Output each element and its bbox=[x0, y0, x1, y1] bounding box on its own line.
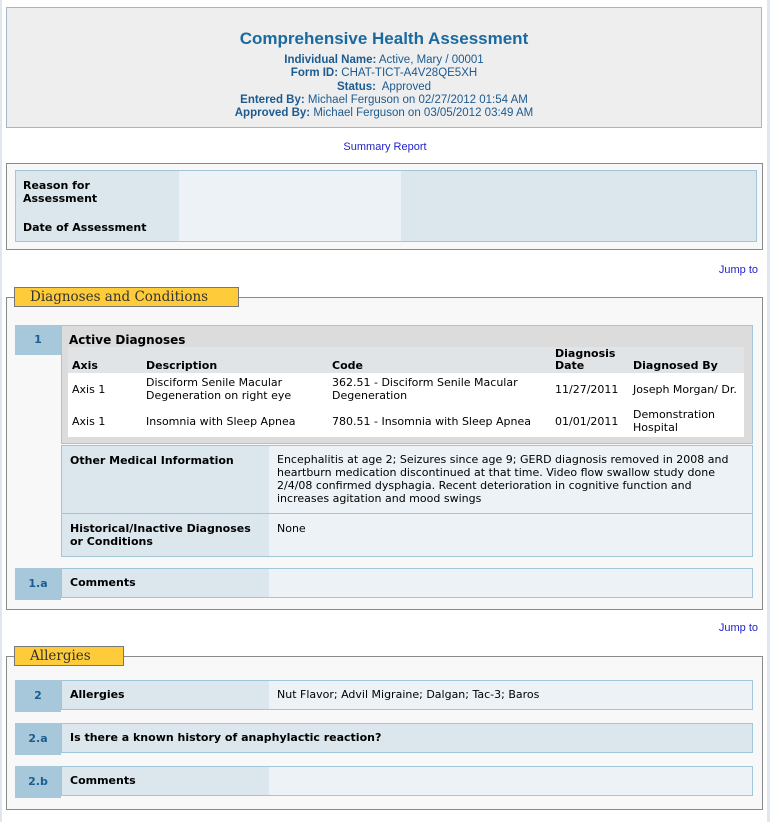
date-value bbox=[401, 171, 756, 241]
approved-by: Approved By: Michael Ferguson on 03/05/2012 03:49 AM bbox=[234, 107, 534, 120]
date-label: Date of Assessment bbox=[23, 221, 147, 234]
anaphylactic-history-row: Is there a known history of anaphylactic reaction? bbox=[61, 723, 753, 753]
form-header bbox=[6, 7, 762, 128]
individual-name: Individual Name: Active, Mary / 00001 bbox=[284, 54, 484, 66]
column-header: Axis bbox=[68, 347, 142, 373]
section-legend: Allergies bbox=[14, 646, 124, 666]
column-header: Code bbox=[328, 347, 551, 373]
historical-diagnoses-row: Historical/Inactive Diagnoses or Conditions None bbox=[61, 513, 753, 557]
entered-by: Entered By: Michael Ferguson on 02/27/2012 01:54 AM bbox=[240, 93, 528, 106]
other-medical-info-row: Other Medical Information Encephalitis at age 2; Seizures since age 9; GERD diagnosis removed in 2008 and heartburn medication discontinued at that time. Video flow swallow study done 2/4/08 confirmed dysphagia. Recent deterioration in cognitive function and increases agitation and mood swings bbox=[61, 445, 753, 514]
comments-value bbox=[269, 767, 752, 795]
reason-section bbox=[6, 163, 763, 250]
comments-row: Comments bbox=[61, 766, 753, 796]
page-title: Comprehensive Health Assessment bbox=[239, 29, 529, 48]
item-number: 2.a bbox=[15, 723, 61, 755]
jump-to-link[interactable]: Jump to bbox=[718, 622, 758, 634]
reason-value bbox=[179, 171, 401, 241]
diagnoses-section bbox=[6, 289, 763, 610]
summary-report-link[interactable]: Summary Report bbox=[343, 141, 427, 153]
table-row: Axis 1 Insomnia with Sleep Apnea 780.51 - Insomnia with Sleep Apnea 01/01/2011 Demonstration Hospital bbox=[72, 408, 716, 434]
column-header: Diagnosis Date bbox=[551, 347, 629, 373]
section-legend: Diagnoses and Conditions bbox=[14, 287, 239, 307]
form-id: Form ID: CHAT-TICT-A4V28QE5XH bbox=[290, 67, 478, 80]
page-edge bbox=[0, 0, 2, 822]
item-number: 2.b bbox=[15, 766, 61, 798]
jump-to-link[interactable]: Jump to bbox=[718, 264, 758, 276]
active-diagnoses-title: Active Diagnoses bbox=[69, 333, 186, 347]
item-number: 1.a bbox=[15, 568, 61, 600]
comments-row: Comments bbox=[61, 568, 753, 598]
allergies-row: Allergies Nut Flavor; Advil Migraine; Dalgan; Tac-3; Baros bbox=[61, 680, 753, 710]
allergies-section bbox=[6, 648, 763, 810]
status: Status: Approved bbox=[337, 80, 431, 93]
table-row: Axis 1 Disciform Senile Macular Degeneration on right eye 362.51 - Disciform Senile Macular Degeneration 11/27/2011 Joseph Morgan/ Dr. bbox=[72, 376, 737, 402]
comments-value bbox=[269, 569, 752, 597]
allergies-value: Nut Flavor; Advil Migraine; Dalgan; Tac-3; Baros bbox=[269, 681, 752, 709]
column-header: Diagnosed By bbox=[629, 347, 744, 373]
item-number: 1 bbox=[15, 325, 61, 355]
active-diagnoses bbox=[61, 325, 753, 444]
diagnoses-table bbox=[68, 347, 744, 437]
reason-label: Reason for Assessment bbox=[23, 179, 98, 205]
column-header: Description bbox=[142, 347, 328, 373]
item-number: 2 bbox=[15, 680, 61, 712]
